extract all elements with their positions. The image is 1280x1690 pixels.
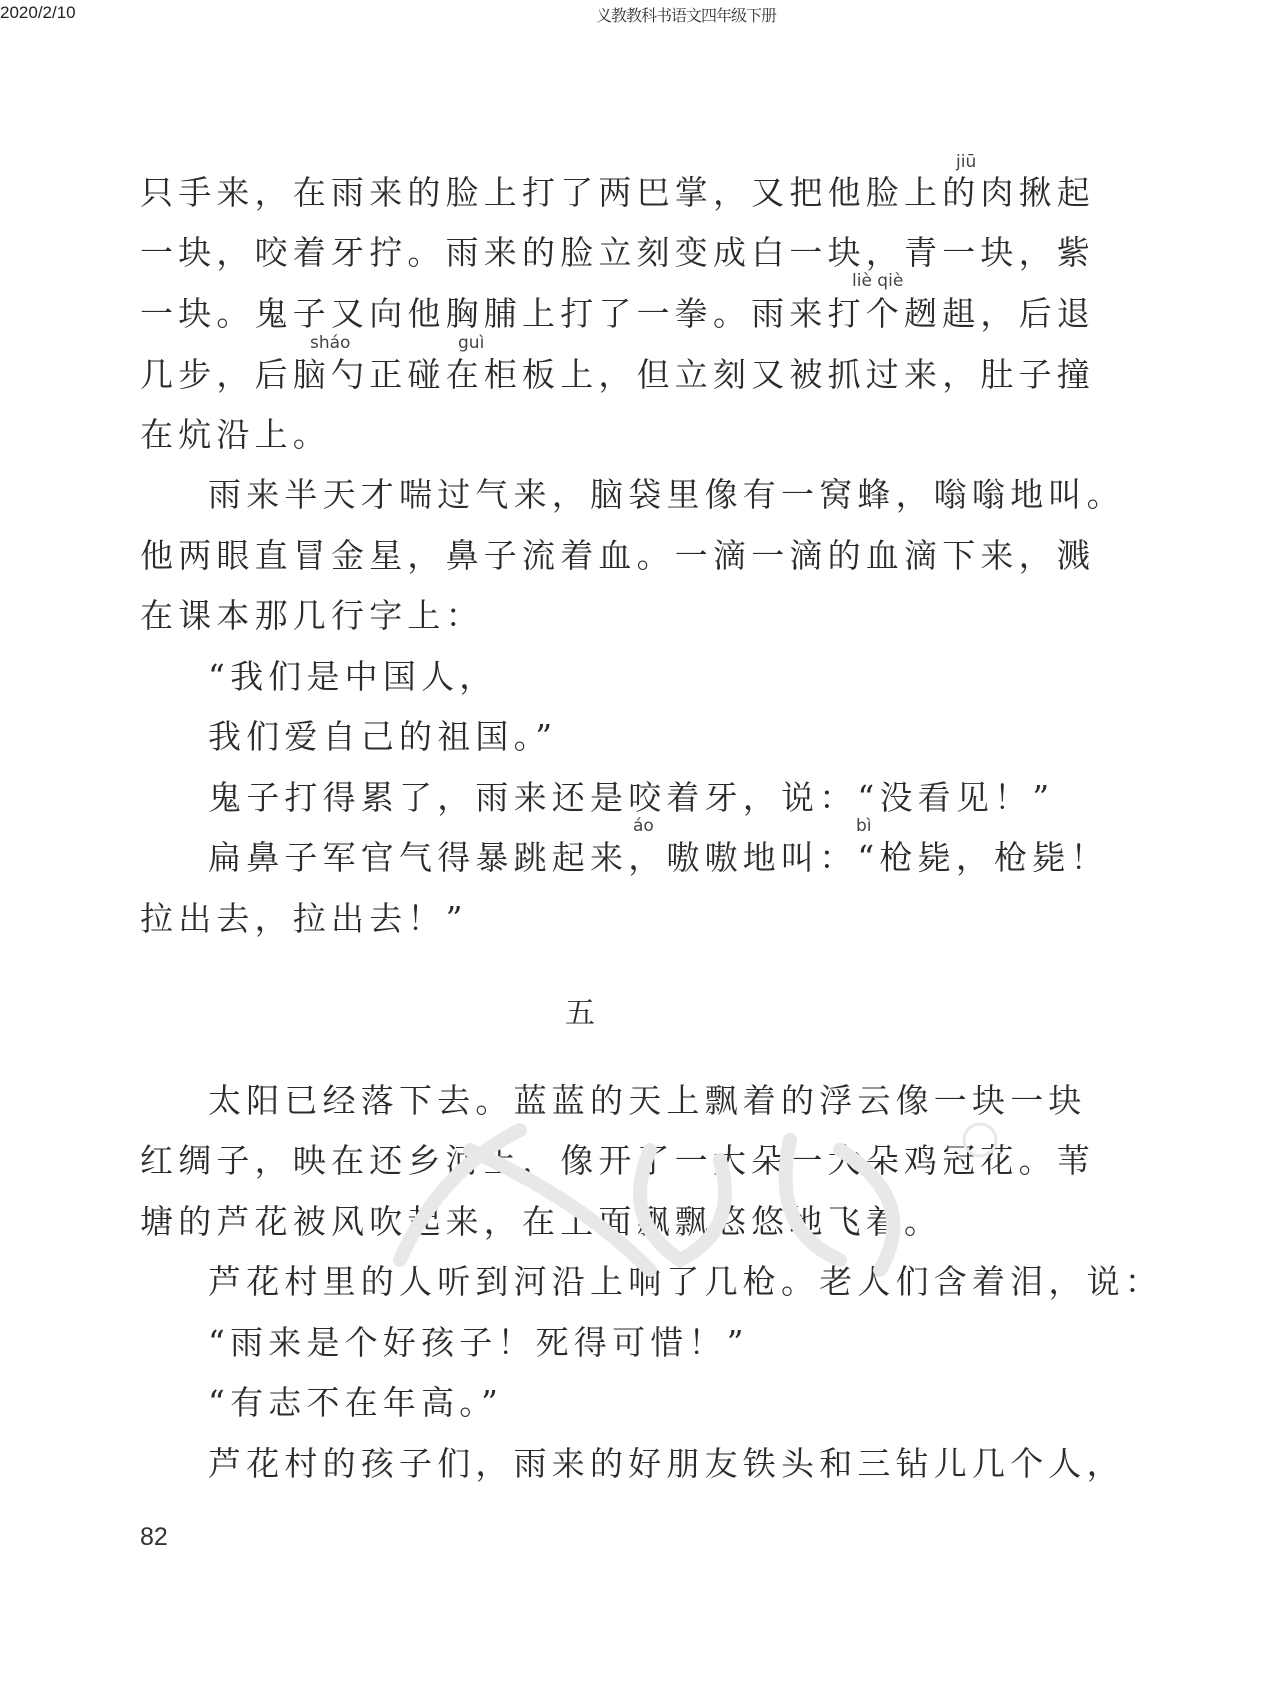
text-line: 鬼子打得累了，雨来还是咬着牙，说：“没看见！”	[208, 778, 1055, 817]
text-line: 在课本那几行字上：	[140, 596, 484, 635]
pinyin-lieqie: liè qiè	[852, 271, 904, 291]
text-line: 拉出去，拉出去！”	[140, 899, 468, 938]
text-line: 一块。鬼子又向他胸脯上打了一拳。雨来打个趔趄，后退	[140, 294, 1095, 333]
pinyin-shao: sháo	[310, 333, 351, 353]
text-line: 扁鼻子军官气得暴跳起来，嗷嗷地叫：“枪毙，枪毙！	[208, 838, 1109, 877]
text-line: 在炕沿上。	[140, 415, 331, 454]
text-line: “我们是中国人，	[208, 657, 498, 696]
page-number: 82	[140, 1523, 168, 1551]
text-line: 雨来半天才喘过气来，脑袋里像有一窝蜂，嗡嗡地叫。	[208, 475, 1125, 514]
text-line: 太阳已经落下去。蓝蓝的天上飘着的浮云像一块一块	[208, 1081, 1087, 1120]
pinyin-bi: bì	[856, 816, 872, 836]
text-line: “有志不在年高。”	[208, 1383, 504, 1422]
document-title: 义教教科书语文四年级下册	[595, 6, 776, 25]
text-line: 我们爱自己的祖国。”	[208, 717, 558, 756]
text-line: 只手来，在雨来的脸上打了两巴掌，又把他脸上的肉揪起	[140, 173, 1095, 212]
text-line: 一块，咬着牙拧。雨来的脸立刻变成白一块，青一块，紫	[140, 233, 1095, 272]
text-line: “雨来是个好孩子！死得可惜！”	[208, 1323, 749, 1362]
pinyin-ao: áo	[633, 816, 654, 836]
print-date: 2020/2/10	[0, 3, 76, 22]
text-line: 他两眼直冒金星，鼻子流着血。一滴一滴的血滴下来，溅	[140, 536, 1095, 575]
section-heading: 五	[565, 996, 595, 1031]
pinyin-gui: guì	[458, 333, 485, 353]
text-line: 芦花村的孩子们，雨来的好朋友铁头和三钻儿几个人，	[208, 1444, 1125, 1483]
text-line: 塘的芦花被风吹起来，在上面飘飘悠悠地飞着。	[140, 1202, 943, 1241]
text-line: 红绸子，映在还乡河上，像开了一大朵一大朵鸡冠花。苇	[140, 1141, 1095, 1180]
pinyin-jiu: jiū	[956, 152, 977, 172]
text-line: 几步，后脑勺正碰在柜板上，但立刻又被抓过来，肚子撞	[140, 355, 1095, 394]
text-line: 芦花村里的人听到河沿上响了几枪。老人们含着泪，说：	[208, 1262, 1163, 1301]
